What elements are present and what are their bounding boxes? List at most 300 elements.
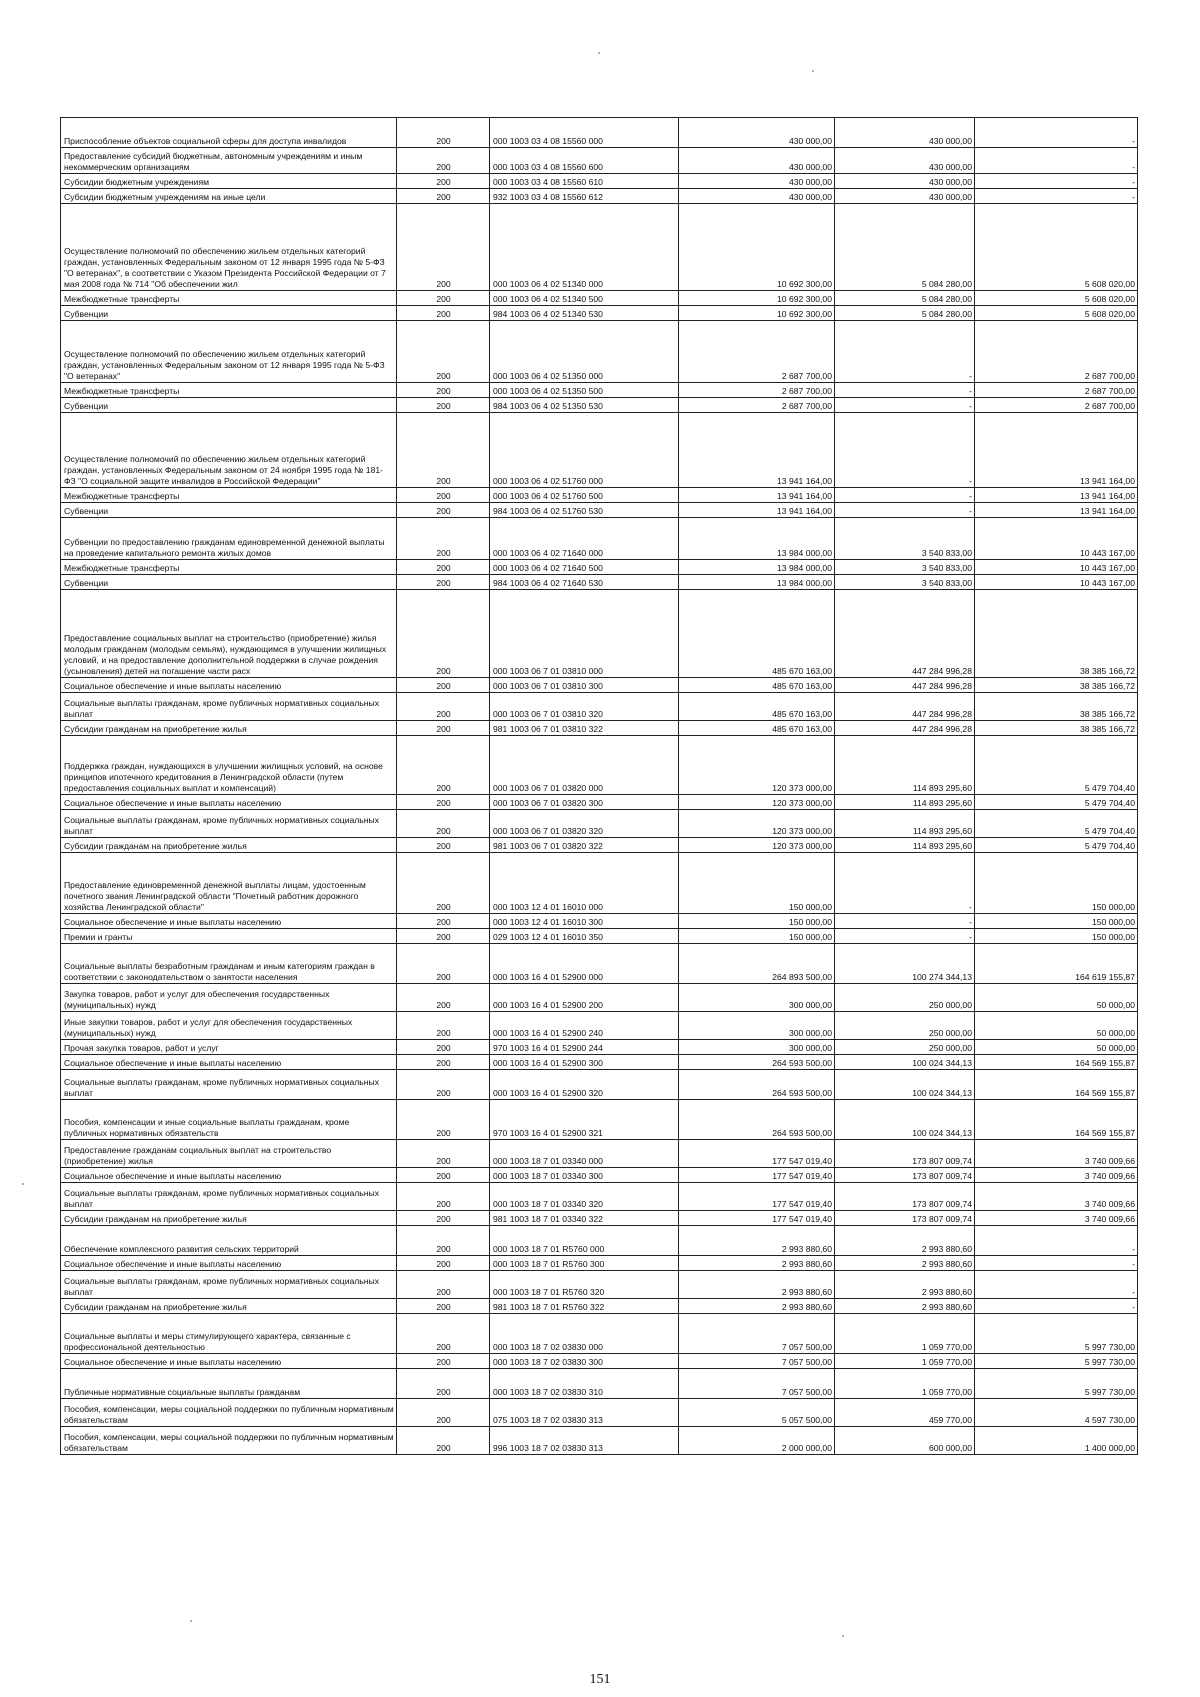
table-row xyxy=(61,929,1138,944)
table-row xyxy=(61,503,1138,518)
row-done-cell: 5 084 280,00 xyxy=(835,306,975,321)
table-row xyxy=(61,736,1138,795)
row-kbk-cell: 970 1003 16 4 01 52900 321 xyxy=(490,1100,679,1140)
row-code-cell: 200 xyxy=(397,914,490,929)
row-done-cell: 5 084 280,00 xyxy=(835,204,975,291)
row-done-cell: - xyxy=(835,413,975,488)
row-done-cell: 100 024 344,13 xyxy=(835,1070,975,1100)
row-done-cell: 114 893 295,60 xyxy=(835,838,975,853)
row-name-cell: Субсидии гражданам на приобретение жилья xyxy=(61,721,397,736)
row-rest-cell: 38 385 166,72 xyxy=(975,721,1138,736)
row-rest-cell: - xyxy=(975,1299,1138,1314)
table-row xyxy=(61,914,1138,929)
row-kbk-cell: 000 1003 18 7 01 03340 300 xyxy=(490,1168,679,1183)
row-name-cell: Социальное обеспечение и иные выплаты населению xyxy=(61,914,397,929)
row-code-cell: 200 xyxy=(397,1168,490,1183)
row-code-cell: 200 xyxy=(397,174,490,189)
row-plan-cell: 2 687 700,00 xyxy=(679,383,835,398)
row-done-cell: 430 000,00 xyxy=(835,118,975,148)
row-done-cell: 430 000,00 xyxy=(835,189,975,204)
table-row xyxy=(61,1211,1138,1226)
row-done-cell: - xyxy=(835,914,975,929)
row-code-cell: 200 xyxy=(397,189,490,204)
row-plan-cell: 2 687 700,00 xyxy=(679,398,835,413)
row-kbk-cell: 000 1003 06 4 02 51760 500 xyxy=(490,488,679,503)
row-rest-cell: 13 941 164,00 xyxy=(975,503,1138,518)
row-name-cell: Субвенции xyxy=(61,398,397,413)
table-row xyxy=(61,721,1138,736)
row-name-cell: Пособия, компенсации, меры социальной поддержки по публичным нормативным обязательствам xyxy=(61,1399,397,1427)
row-code-cell: 200 xyxy=(397,1211,490,1226)
row-kbk-cell: 932 1003 03 4 08 15560 612 xyxy=(490,189,679,204)
row-plan-cell: 7 057 500,00 xyxy=(679,1354,835,1369)
row-code-cell: 200 xyxy=(397,721,490,736)
row-kbk-cell: 000 1003 06 7 01 03810 300 xyxy=(490,678,679,693)
row-rest-cell: 5 997 730,00 xyxy=(975,1314,1138,1354)
row-rest-cell: 50 000,00 xyxy=(975,1012,1138,1040)
table-row xyxy=(61,488,1138,503)
row-plan-cell: 264 593 500,00 xyxy=(679,1055,835,1070)
row-plan-cell: 120 373 000,00 xyxy=(679,810,835,838)
row-done-cell: 1 059 770,00 xyxy=(835,1314,975,1354)
row-code-cell: 200 xyxy=(397,1369,490,1399)
row-name-cell: Субсидии гражданам на приобретение жилья xyxy=(61,838,397,853)
row-name-cell: Социальное обеспечение и иные выплаты населению xyxy=(61,1168,397,1183)
row-code-cell: 200 xyxy=(397,503,490,518)
row-done-cell: - xyxy=(835,929,975,944)
row-rest-cell: 150 000,00 xyxy=(975,853,1138,914)
row-rest-cell: 50 000,00 xyxy=(975,1040,1138,1055)
row-plan-cell: 430 000,00 xyxy=(679,174,835,189)
row-done-cell: 5 084 280,00 xyxy=(835,291,975,306)
row-plan-cell: 300 000,00 xyxy=(679,984,835,1012)
row-plan-cell: 2 000 000,00 xyxy=(679,1427,835,1455)
row-rest-cell: 3 740 009,66 xyxy=(975,1140,1138,1168)
row-kbk-cell: 029 1003 12 4 01 16010 350 xyxy=(490,929,679,944)
row-rest-cell: 150 000,00 xyxy=(975,929,1138,944)
row-code-cell: 200 xyxy=(397,518,490,560)
row-done-cell: 100 024 344,13 xyxy=(835,1100,975,1140)
table-row xyxy=(61,204,1138,291)
row-kbk-cell: 984 1003 06 4 02 71640 530 xyxy=(490,575,679,590)
row-code-cell: 200 xyxy=(397,590,490,678)
row-plan-cell: 150 000,00 xyxy=(679,929,835,944)
row-plan-cell: 10 692 300,00 xyxy=(679,204,835,291)
table-row xyxy=(61,189,1138,204)
row-rest-cell: 2 687 700,00 xyxy=(975,321,1138,383)
row-plan-cell: 177 547 019,40 xyxy=(679,1140,835,1168)
row-kbk-cell: 000 1003 06 4 02 71640 000 xyxy=(490,518,679,560)
row-plan-cell: 120 373 000,00 xyxy=(679,838,835,853)
row-done-cell: - xyxy=(835,503,975,518)
table-row xyxy=(61,306,1138,321)
row-name-cell: Субвенции xyxy=(61,306,397,321)
row-done-cell: 447 284 996,28 xyxy=(835,678,975,693)
page-number: 151 xyxy=(589,1672,611,1687)
row-done-cell: - xyxy=(835,488,975,503)
row-rest-cell: 50 000,00 xyxy=(975,984,1138,1012)
table-row xyxy=(61,1183,1138,1211)
row-code-cell: 200 xyxy=(397,321,490,383)
table-row xyxy=(61,560,1138,575)
row-done-cell: 3 540 833,00 xyxy=(835,575,975,590)
row-name-cell: Субсидии бюджетным учреждениям на иные цели xyxy=(61,189,397,204)
row-rest-cell: 3 740 009,66 xyxy=(975,1211,1138,1226)
row-done-cell: - xyxy=(835,383,975,398)
row-rest-cell: 1 400 000,00 xyxy=(975,1427,1138,1455)
row-name-cell: Социальное обеспечение и иные выплаты населению xyxy=(61,1055,397,1070)
table-row xyxy=(61,174,1138,189)
row-kbk-cell: 075 1003 18 7 02 03830 313 xyxy=(490,1399,679,1427)
row-code-cell: 200 xyxy=(397,1399,490,1427)
row-code-cell: 200 xyxy=(397,795,490,810)
row-code-cell: 200 xyxy=(397,1100,490,1140)
row-plan-cell: 300 000,00 xyxy=(679,1040,835,1055)
row-kbk-cell: 000 1003 18 7 02 03830 000 xyxy=(490,1314,679,1354)
row-kbk-cell: 984 1003 06 4 02 51760 530 xyxy=(490,503,679,518)
row-done-cell: 173 807 009,74 xyxy=(835,1168,975,1183)
table-row xyxy=(61,148,1138,174)
table-row xyxy=(61,944,1138,984)
row-code-cell: 200 xyxy=(397,306,490,321)
table-row xyxy=(61,413,1138,488)
row-name-cell: Субвенции xyxy=(61,575,397,590)
row-code-cell: 200 xyxy=(397,1183,490,1211)
row-plan-cell: 430 000,00 xyxy=(679,189,835,204)
row-plan-cell: 2 993 880,60 xyxy=(679,1256,835,1271)
row-kbk-cell: 970 1003 16 4 01 52900 244 xyxy=(490,1040,679,1055)
row-kbk-cell: 981 1003 18 7 01 R5760 322 xyxy=(490,1299,679,1314)
row-code-cell: 200 xyxy=(397,1256,490,1271)
row-name-cell: Социальное обеспечение и иные выплаты населению xyxy=(61,1256,397,1271)
row-plan-cell: 2 687 700,00 xyxy=(679,321,835,383)
row-kbk-cell: 000 1003 06 4 02 51340 000 xyxy=(490,204,679,291)
row-kbk-cell: 000 1003 18 7 02 03830 310 xyxy=(490,1369,679,1399)
row-kbk-cell: 000 1003 18 7 01 R5760 000 xyxy=(490,1226,679,1256)
row-name-cell: Социальное обеспечение и иные выплаты населению xyxy=(61,678,397,693)
row-done-cell: 3 540 833,00 xyxy=(835,560,975,575)
row-done-cell: 100 274 344,13 xyxy=(835,944,975,984)
row-plan-cell: 13 984 000,00 xyxy=(679,518,835,560)
row-done-cell: 114 893 295,60 xyxy=(835,736,975,795)
row-name-cell: Предоставление единовременной денежной выплаты лицам, удостоенным почетного звания Ленинградской области "Почетный работник дорожного хозяйства Ленинградской области" xyxy=(61,853,397,914)
row-rest-cell: 5 479 704,40 xyxy=(975,736,1138,795)
table-row xyxy=(61,321,1138,383)
row-name-cell: Предоставление социальных выплат на строительство (приобретение) жилья молодым гражданам (молодым семьям), нуждающимся в улучшении жилищных условий, и на предоставление дополнительной поддержки в случае рождения (усыновления) детей на погашение части расх xyxy=(61,590,397,678)
row-kbk-cell: 000 1003 18 7 01 R5760 320 xyxy=(490,1271,679,1299)
row-plan-cell: 120 373 000,00 xyxy=(679,795,835,810)
row-name-cell: Социальные выплаты безработным гражданам и иным категориям граждан в соответствии с законодательством о занятости населения xyxy=(61,944,397,984)
row-done-cell: 114 893 295,60 xyxy=(835,795,975,810)
row-rest-cell: - xyxy=(975,148,1138,174)
row-done-cell: 3 540 833,00 xyxy=(835,518,975,560)
row-rest-cell: 38 385 166,72 xyxy=(975,590,1138,678)
budget-execution-table xyxy=(60,117,1138,1455)
row-plan-cell: 2 993 880,60 xyxy=(679,1226,835,1256)
row-rest-cell: - xyxy=(975,1226,1138,1256)
table-row xyxy=(61,1140,1138,1168)
row-code-cell: 200 xyxy=(397,1271,490,1299)
row-plan-cell: 485 670 163,00 xyxy=(679,590,835,678)
row-kbk-cell: 000 1003 06 7 01 03810 320 xyxy=(490,693,679,721)
row-done-cell: 600 000,00 xyxy=(835,1427,975,1455)
row-kbk-cell: 000 1003 18 7 01 03340 000 xyxy=(490,1140,679,1168)
table-row xyxy=(61,291,1138,306)
row-kbk-cell: 000 1003 16 4 01 52900 300 xyxy=(490,1055,679,1070)
row-plan-cell: 430 000,00 xyxy=(679,118,835,148)
row-rest-cell: 5 997 730,00 xyxy=(975,1354,1138,1369)
row-rest-cell: 164 569 155,87 xyxy=(975,1055,1138,1070)
row-name-cell: Субсидии гражданам на приобретение жилья xyxy=(61,1211,397,1226)
row-name-cell: Межбюджетные трансферты xyxy=(61,560,397,575)
row-rest-cell: 5 608 020,00 xyxy=(975,204,1138,291)
row-code-cell: 200 xyxy=(397,1040,490,1055)
row-name-cell: Обеспечение комплексного развития сельских территорий xyxy=(61,1226,397,1256)
row-kbk-cell: 000 1003 06 4 02 51350 500 xyxy=(490,383,679,398)
row-code-cell: 200 xyxy=(397,853,490,914)
row-rest-cell: 164 569 155,87 xyxy=(975,1070,1138,1100)
table-row xyxy=(61,1256,1138,1271)
row-kbk-cell: 981 1003 06 7 01 03810 322 xyxy=(490,721,679,736)
table-body xyxy=(61,118,1138,1455)
row-name-cell: Социальные выплаты гражданам, кроме публичных нормативных социальных выплат xyxy=(61,693,397,721)
row-kbk-cell: 000 1003 03 4 08 15560 600 xyxy=(490,148,679,174)
row-code-cell: 200 xyxy=(397,1299,490,1314)
row-name-cell: Приспособление объектов социальной сферы для доступа инвалидов xyxy=(61,118,397,148)
row-plan-cell: 120 373 000,00 xyxy=(679,736,835,795)
row-kbk-cell: 984 1003 06 4 02 51340 530 xyxy=(490,306,679,321)
row-plan-cell: 2 993 880,60 xyxy=(679,1299,835,1314)
row-plan-cell: 7 057 500,00 xyxy=(679,1369,835,1399)
row-kbk-cell: 000 1003 06 4 02 51350 000 xyxy=(490,321,679,383)
row-rest-cell: 3 740 009,66 xyxy=(975,1183,1138,1211)
table-row xyxy=(61,1271,1138,1299)
row-name-cell: Осуществление полномочий по обеспечению жильем отдельных категорий граждан, установленных Федеральным законом от 24 ноября 1995 года № 181-ФЗ "О социальной защите инвалидов в Российской Федерации" xyxy=(61,413,397,488)
table-row xyxy=(61,1427,1138,1455)
row-code-cell: 200 xyxy=(397,148,490,174)
row-rest-cell: - xyxy=(975,189,1138,204)
row-name-cell: Осуществление полномочий по обеспечению жильем отдельных категорий граждан, установленных Федеральным законом от 12 января 1995 года № 5-ФЗ "О ветеранах", в соответствии с Указом Президента Российской Федерации от 7 мая 2008 года № 714 "Об обеспечении жил xyxy=(61,204,397,291)
row-kbk-cell: 000 1003 18 7 02 03830 300 xyxy=(490,1354,679,1369)
row-done-cell: 1 059 770,00 xyxy=(835,1369,975,1399)
row-code-cell: 200 xyxy=(397,1055,490,1070)
scan-speck xyxy=(22,1183,24,1185)
row-code-cell: 200 xyxy=(397,1012,490,1040)
table-row xyxy=(61,1354,1138,1369)
table-row xyxy=(61,1299,1138,1314)
row-code-cell: 200 xyxy=(397,1070,490,1100)
row-plan-cell: 485 670 163,00 xyxy=(679,721,835,736)
row-done-cell: - xyxy=(835,398,975,413)
row-code-cell: 200 xyxy=(397,398,490,413)
row-done-cell: - xyxy=(835,853,975,914)
row-kbk-cell: 000 1003 12 4 01 16010 300 xyxy=(490,914,679,929)
row-plan-cell: 150 000,00 xyxy=(679,853,835,914)
row-done-cell: 173 807 009,74 xyxy=(835,1140,975,1168)
row-rest-cell: 10 443 167,00 xyxy=(975,518,1138,560)
row-kbk-cell: 000 1003 06 7 01 03820 300 xyxy=(490,795,679,810)
row-rest-cell: 13 941 164,00 xyxy=(975,488,1138,503)
row-kbk-cell: 000 1003 18 7 01 R5760 300 xyxy=(490,1256,679,1271)
row-plan-cell: 485 670 163,00 xyxy=(679,678,835,693)
row-code-cell: 200 xyxy=(397,1314,490,1354)
row-done-cell: 430 000,00 xyxy=(835,174,975,189)
row-plan-cell: 300 000,00 xyxy=(679,1012,835,1040)
row-kbk-cell: 000 1003 18 7 01 03340 320 xyxy=(490,1183,679,1211)
row-done-cell: 250 000,00 xyxy=(835,984,975,1012)
row-done-cell: 459 770,00 xyxy=(835,1399,975,1427)
row-rest-cell: 38 385 166,72 xyxy=(975,678,1138,693)
table-row xyxy=(61,1055,1138,1070)
row-name-cell: Социальные выплаты гражданам, кроме публичных нормативных социальных выплат xyxy=(61,810,397,838)
row-kbk-cell: 996 1003 18 7 02 03830 313 xyxy=(490,1427,679,1455)
table-row xyxy=(61,795,1138,810)
row-done-cell: - xyxy=(835,321,975,383)
row-rest-cell: 10 443 167,00 xyxy=(975,575,1138,590)
row-code-cell: 200 xyxy=(397,560,490,575)
row-plan-cell: 430 000,00 xyxy=(679,148,835,174)
row-done-cell: 447 284 996,28 xyxy=(835,590,975,678)
row-kbk-cell: 000 1003 06 4 02 71640 500 xyxy=(490,560,679,575)
row-done-cell: 250 000,00 xyxy=(835,1040,975,1055)
row-name-cell: Прочая закупка товаров, работ и услуг xyxy=(61,1040,397,1055)
row-rest-cell: 164 569 155,87 xyxy=(975,1100,1138,1140)
row-plan-cell: 177 547 019,40 xyxy=(679,1168,835,1183)
row-plan-cell: 13 984 000,00 xyxy=(679,575,835,590)
row-rest-cell: 164 619 155,87 xyxy=(975,944,1138,984)
row-kbk-cell: 000 1003 06 7 01 03810 000 xyxy=(490,590,679,678)
row-rest-cell: - xyxy=(975,118,1138,148)
row-kbk-cell: 000 1003 16 4 01 52900 000 xyxy=(490,944,679,984)
row-name-cell: Предоставление гражданам социальных выплат на строительство (приобретение) жилья xyxy=(61,1140,397,1168)
table-row xyxy=(61,678,1138,693)
row-kbk-cell: 000 1003 06 7 01 03820 000 xyxy=(490,736,679,795)
row-rest-cell: 3 740 009,66 xyxy=(975,1168,1138,1183)
row-done-cell: 173 807 009,74 xyxy=(835,1211,975,1226)
row-code-cell: 200 xyxy=(397,736,490,795)
table-row xyxy=(61,838,1138,853)
row-done-cell: 114 893 295,60 xyxy=(835,810,975,838)
row-done-cell: 1 059 770,00 xyxy=(835,1354,975,1369)
table-row xyxy=(61,853,1138,914)
row-kbk-cell: 000 1003 06 4 02 51760 000 xyxy=(490,413,679,488)
table-row xyxy=(61,1399,1138,1427)
row-code-cell: 200 xyxy=(397,693,490,721)
row-code-cell: 200 xyxy=(397,413,490,488)
table-row xyxy=(61,1012,1138,1040)
row-plan-cell: 5 057 500,00 xyxy=(679,1399,835,1427)
row-plan-cell: 13 941 164,00 xyxy=(679,413,835,488)
row-kbk-cell: 000 1003 16 4 01 52900 200 xyxy=(490,984,679,1012)
row-name-cell: Поддержка граждан, нуждающихся в улучшении жилищных условий, на основе принципов ипотечного кредитования в Ленинградской области (путем предоставления социальных выплат и компенсаций) xyxy=(61,736,397,795)
table-row xyxy=(61,398,1138,413)
row-rest-cell: - xyxy=(975,1256,1138,1271)
row-name-cell: Межбюджетные трансферты xyxy=(61,291,397,306)
row-kbk-cell: 981 1003 06 7 01 03820 322 xyxy=(490,838,679,853)
table-row xyxy=(61,810,1138,838)
table-row xyxy=(61,1314,1138,1354)
row-done-cell: 2 993 880,60 xyxy=(835,1226,975,1256)
row-kbk-cell: 984 1003 06 4 02 51350 530 xyxy=(490,398,679,413)
row-rest-cell: 150 000,00 xyxy=(975,914,1138,929)
row-kbk-cell: 000 1003 16 4 01 52900 240 xyxy=(490,1012,679,1040)
table-row xyxy=(61,693,1138,721)
table-row xyxy=(61,1168,1138,1183)
row-name-cell: Социальные выплаты гражданам, кроме публичных нормативных социальных выплат xyxy=(61,1070,397,1100)
scan-speck xyxy=(598,52,600,54)
row-plan-cell: 13 941 164,00 xyxy=(679,503,835,518)
table-row xyxy=(61,1226,1138,1256)
row-kbk-cell: 000 1003 03 4 08 15560 610 xyxy=(490,174,679,189)
table-row xyxy=(61,575,1138,590)
row-kbk-cell: 981 1003 18 7 01 03340 322 xyxy=(490,1211,679,1226)
row-done-cell: 100 024 344,13 xyxy=(835,1055,975,1070)
row-rest-cell: 13 941 164,00 xyxy=(975,413,1138,488)
row-name-cell: Иные закупки товаров, работ и услуг для обеспечения государственных (муниципальных) нужд xyxy=(61,1012,397,1040)
row-name-cell: Субсидии гражданам на приобретение жилья xyxy=(61,1299,397,1314)
row-name-cell: Публичные нормативные социальные выплаты гражданам xyxy=(61,1369,397,1399)
row-rest-cell: 5 479 704,40 xyxy=(975,838,1138,853)
row-code-cell: 200 xyxy=(397,383,490,398)
row-done-cell: 430 000,00 xyxy=(835,148,975,174)
row-plan-cell: 10 692 300,00 xyxy=(679,306,835,321)
table-row xyxy=(61,1040,1138,1055)
row-name-cell: Предоставление субсидий бюджетным, автономным учреждениям и иным некоммерческим организациям xyxy=(61,148,397,174)
row-plan-cell: 150 000,00 xyxy=(679,914,835,929)
row-plan-cell: 13 941 164,00 xyxy=(679,488,835,503)
row-code-cell: 200 xyxy=(397,944,490,984)
row-code-cell: 200 xyxy=(397,1226,490,1256)
row-rest-cell: 5 608 020,00 xyxy=(975,291,1138,306)
row-plan-cell: 13 984 000,00 xyxy=(679,560,835,575)
row-name-cell: Межбюджетные трансферты xyxy=(61,383,397,398)
row-plan-cell: 177 547 019,40 xyxy=(679,1183,835,1211)
row-plan-cell: 485 670 163,00 xyxy=(679,693,835,721)
table-row xyxy=(61,383,1138,398)
row-rest-cell: 2 687 700,00 xyxy=(975,398,1138,413)
row-done-cell: 2 993 880,60 xyxy=(835,1299,975,1314)
scan-speck xyxy=(190,1620,192,1622)
table-row xyxy=(61,590,1138,678)
scan-speck xyxy=(812,70,814,72)
row-code-cell: 200 xyxy=(397,1354,490,1369)
table-row xyxy=(61,1100,1138,1140)
row-plan-cell: 264 593 500,00 xyxy=(679,1100,835,1140)
scan-speck xyxy=(842,1635,844,1637)
table-row xyxy=(61,1070,1138,1100)
row-code-cell: 200 xyxy=(397,1427,490,1455)
row-code-cell: 200 xyxy=(397,984,490,1012)
row-kbk-cell: 000 1003 12 4 01 16010 000 xyxy=(490,853,679,914)
row-plan-cell: 264 593 500,00 xyxy=(679,1070,835,1100)
row-code-cell: 200 xyxy=(397,810,490,838)
row-rest-cell: 5 479 704,40 xyxy=(975,810,1138,838)
row-kbk-cell: 000 1003 03 4 08 15560 000 xyxy=(490,118,679,148)
row-name-cell: Премии и гранты xyxy=(61,929,397,944)
row-code-cell: 200 xyxy=(397,1140,490,1168)
row-name-cell: Межбюджетные трансферты xyxy=(61,488,397,503)
row-code-cell: 200 xyxy=(397,929,490,944)
row-kbk-cell: 000 1003 06 4 02 51340 500 xyxy=(490,291,679,306)
row-plan-cell: 2 993 880,60 xyxy=(679,1271,835,1299)
row-done-cell: 2 993 880,60 xyxy=(835,1256,975,1271)
row-code-cell: 200 xyxy=(397,838,490,853)
table-row xyxy=(61,984,1138,1012)
table-row xyxy=(61,118,1138,148)
row-name-cell: Социальное обеспечение и иные выплаты населению xyxy=(61,1354,397,1369)
row-rest-cell: 38 385 166,72 xyxy=(975,693,1138,721)
row-name-cell: Социальные выплаты гражданам, кроме публичных нормативных социальных выплат xyxy=(61,1183,397,1211)
